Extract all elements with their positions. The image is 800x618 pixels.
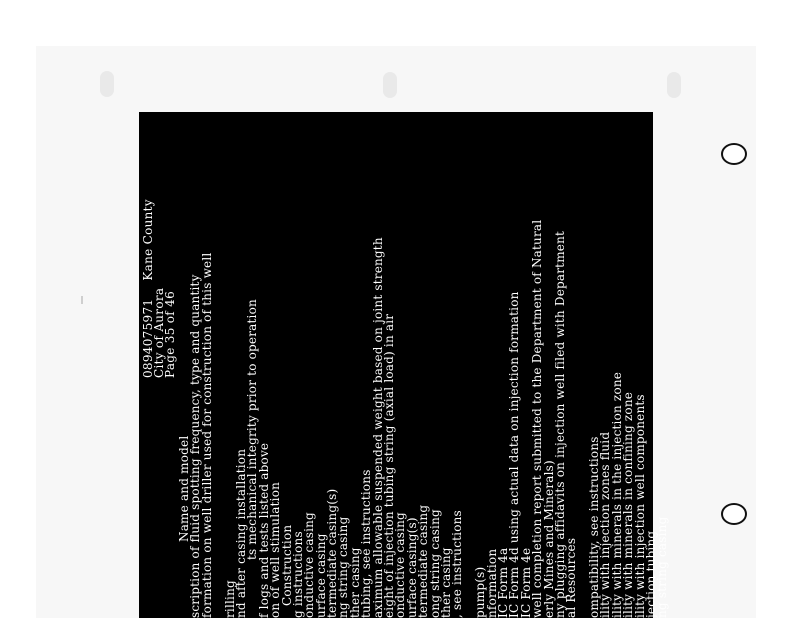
text-line: ility with minerals in confining zone <box>621 391 636 618</box>
text-line: pump(s) <box>473 566 488 618</box>
text-line: ther casing <box>347 547 362 618</box>
city-name: City of Aurora <box>152 287 166 378</box>
text-line: rilling <box>222 580 237 618</box>
text-line: IC Form 4d using actual data on injection formation <box>507 291 522 618</box>
punch-hole-left <box>100 71 114 97</box>
inverted-document-sheet <box>139 112 670 618</box>
text-line: g instructions <box>290 531 305 618</box>
rotated-text-layer <box>139 112 670 618</box>
text-line: , see instructions <box>450 510 465 618</box>
text-line: urface casing(s) <box>404 517 419 618</box>
text-line: ompatibility, see instructions <box>587 436 602 618</box>
text-line: nd after casing installation <box>233 448 248 618</box>
binder-ring-bottom <box>721 503 747 525</box>
text-line: formation on well driller used for construction of this well <box>199 252 214 618</box>
scan-speck <box>81 296 83 304</box>
doc-number: 0894075971 <box>141 298 155 378</box>
text-line: jection tubing <box>644 530 659 618</box>
text-line: ility with injection well components <box>632 394 647 618</box>
text-line: ong string casing <box>427 509 442 618</box>
document-header <box>143 199 176 378</box>
text-line: well completion report submitted to the Department of Natural <box>530 219 545 618</box>
text-line: termediate casing <box>416 504 431 618</box>
text-line: Construction <box>279 524 294 606</box>
text-line: ther casing <box>438 547 453 618</box>
text-line: ng string casing <box>336 516 351 618</box>
text-line: scription of fluid spotting frequency, type and quantity <box>188 274 203 618</box>
text-line: on of well stimulation <box>268 481 283 618</box>
text-line: eight of injection tubing string (axial load) in air <box>382 313 397 618</box>
text-line: IC Form 4a <box>495 547 510 618</box>
text-line: ny plugging affidavits on injection well filed with Department <box>552 230 567 618</box>
punch-hole-center <box>383 72 397 98</box>
text-line: onductive casing <box>393 512 408 618</box>
text-line: f logs and tests listed above <box>256 442 271 618</box>
text-line: ng string casing <box>655 516 670 618</box>
text-line: ility with injection zones fluid <box>598 431 613 618</box>
text-line: aximum allowable suspended weight based on joint strength <box>370 237 385 618</box>
punch-hole-right <box>667 72 681 98</box>
text-line: termediate casing(s) <box>325 488 340 618</box>
text-line: IC Form 4e <box>518 547 533 618</box>
county-name: Kane County <box>141 199 155 281</box>
document-body <box>179 220 669 618</box>
text-line: ility with minerals in the injection zone <box>609 371 624 618</box>
binder-ring-top <box>721 143 747 165</box>
text-line: Name and model <box>177 435 191 542</box>
text-line: ts mechanical integrity prior to operation <box>245 299 260 560</box>
text-line: urface casing <box>313 533 328 618</box>
text-line: nformation <box>484 548 499 618</box>
page-indicator: Page 35 of 46 <box>163 290 177 378</box>
text-line: onductive casing <box>302 512 317 618</box>
text-line: tubing, see instructions <box>359 469 374 618</box>
text-line: erly Mines and Minerals) <box>541 460 556 618</box>
text-line: al Resources <box>564 537 579 618</box>
